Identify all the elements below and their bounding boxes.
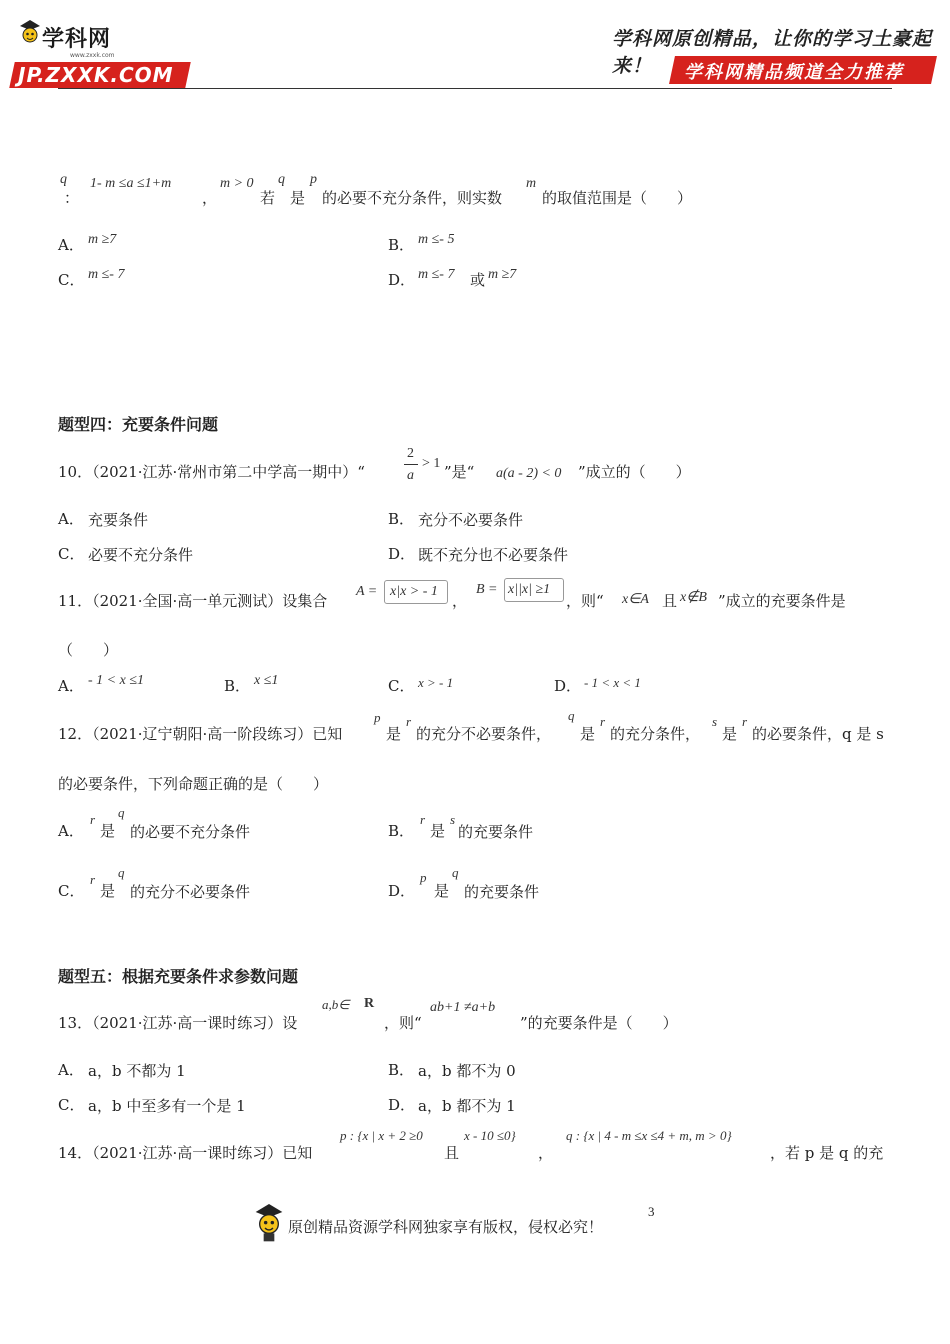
q10-option-a-label: A． xyxy=(58,510,84,528)
q12-line2: 的必要条件，下列命题正确的是（ ） xyxy=(58,775,329,793)
q9-option-c: m ≤- 7 xyxy=(88,267,125,282)
q11-option-c-label: C． xyxy=(388,677,415,695)
q9-option-d1: m ≤- 7 xyxy=(418,267,455,282)
q9-option-d-label: D． xyxy=(388,271,416,289)
q10-option-b-label: B． xyxy=(388,510,415,528)
q11-stem: 11．（2021·全国·高一单元测试）设集合 xyxy=(58,592,328,610)
q9-option-b-label: B． xyxy=(388,236,415,254)
q9-m: m xyxy=(526,176,537,191)
page-number: 3 xyxy=(648,1204,655,1219)
q12-option-d-shi: 是 xyxy=(434,882,450,900)
q12-q: q xyxy=(568,708,575,723)
q10-end: ”成立的（ ） xyxy=(578,463,691,481)
q11-paren: （ ） xyxy=(58,641,119,659)
q10-cond: a(a - 2) < 0 xyxy=(496,466,562,481)
q10-stem: 10．（2021·江苏·常州市第二中学高一期中）“ xyxy=(58,463,365,481)
q9-option-d-or: 或 xyxy=(470,271,486,289)
q12-option-c-q: q xyxy=(118,865,125,880)
q13-t2: ”的充要条件是（ ） xyxy=(520,1014,678,1032)
q13-option-c: a，b 中至多有一个是 1 xyxy=(88,1097,246,1115)
q14-qset: q : {x | 4 - m ≤x ≤4 + m, m > 0} xyxy=(566,1128,732,1143)
q11-option-d: - 1 < x < 1 xyxy=(584,675,641,690)
q10-gt1: > 1 xyxy=(422,456,441,471)
q12-option-d-p: p xyxy=(420,870,427,885)
q9-option-b: m ≤- 5 xyxy=(418,232,455,247)
q11-setA-pre: A = xyxy=(356,584,378,599)
q11-option-c: x > - 1 xyxy=(418,675,454,690)
q13-option-b: a，b 都不为 0 xyxy=(418,1062,516,1080)
q9-q-var: q xyxy=(60,172,67,187)
q9-m-positive: m > 0 xyxy=(220,176,254,191)
q12-option-c-shi: 是 xyxy=(100,882,116,900)
header-rule xyxy=(58,88,892,89)
footer-copyright: 原创精品资源学科网独家享有版权，侵权必究！ xyxy=(288,1218,604,1236)
q11-text2: ”成立的充要条件是 xyxy=(718,592,846,610)
q12-option-d-q: q xyxy=(452,865,459,880)
q10-option-c: 必要不充分条件 xyxy=(88,546,194,564)
q13-option-a-label: A． xyxy=(58,1061,84,1079)
q13-option-b-label: B． xyxy=(388,1061,415,1079)
q12-option-b-label: B． xyxy=(388,822,415,840)
q13-option-a: a，b 不都为 1 xyxy=(88,1062,186,1080)
q12-r2: r xyxy=(600,714,606,729)
q9-option-d2: m ≥7 xyxy=(488,267,517,282)
q12-option-a-q: q xyxy=(118,805,125,820)
q10-frac-bar xyxy=(404,464,418,465)
q10-frac-den: a xyxy=(407,468,414,483)
q11-qie: 且 xyxy=(662,592,678,610)
q11-cond1: x∈A xyxy=(622,592,649,607)
q10-mid: ”是“ xyxy=(444,463,475,481)
q10-option-a: 充要条件 xyxy=(88,511,149,529)
q14-pset2: x - 10 ≤0} xyxy=(464,1128,516,1143)
q9-option-c-label: C． xyxy=(58,271,85,289)
q12-shi3: 是 xyxy=(722,725,738,743)
q10-option-d-label: D． xyxy=(388,545,416,563)
q12-option-a-shi: 是 xyxy=(100,822,116,840)
q11-option-a: - 1 < x ≤1 xyxy=(88,673,145,688)
q13-stem: 13．（2021·江苏·高一课时练习）设 xyxy=(58,1014,298,1032)
q12-option-c-text: 的充分不必要条件 xyxy=(130,883,251,901)
section-title-5: 题型五：根据充要条件求参数问题 xyxy=(58,967,299,986)
footer-mascot-icon xyxy=(254,1204,284,1244)
q13-option-d-label: D． xyxy=(388,1096,416,1114)
q12-r1: r xyxy=(406,714,412,729)
logo xyxy=(12,18,190,88)
q10-option-d: 既不充分也不必要条件 xyxy=(418,546,569,564)
logo-text: 学科网 xyxy=(42,27,112,52)
q12-t1: 的充分不必要条件， xyxy=(416,725,552,743)
q10-frac-num: 2 xyxy=(407,446,414,461)
q14-comma: ， xyxy=(538,1144,554,1162)
q12-option-b-s: s xyxy=(450,812,456,827)
q11-option-a-label: A． xyxy=(58,677,84,695)
q9-condition: 1- m ≤a ≤1+m xyxy=(90,176,172,191)
q12-p: p xyxy=(374,710,381,725)
q12-option-c-r: r xyxy=(90,872,96,887)
q9-p: p xyxy=(310,172,317,187)
q14-qie: 且 xyxy=(444,1144,460,1162)
logo-domain[interactable]: JP.ZXXK.COM xyxy=(18,63,174,87)
q9-q: q xyxy=(278,172,285,187)
q11-setB: x||x| ≥1 xyxy=(508,582,551,597)
mascot-icon xyxy=(20,20,40,50)
q13-option-d: a，b 都不为 1 xyxy=(418,1097,516,1115)
q9-shi: 是 xyxy=(290,189,306,207)
q11-setB-pre: B = xyxy=(476,582,498,597)
q12-option-b-text: 的充要条件 xyxy=(458,823,534,841)
q9-text1: 的必要不充分条件，则实数 xyxy=(322,189,503,207)
q12-option-a-r: r xyxy=(90,812,96,827)
header-slogan: 学科网原创精品，让你的学习土豪起来！ xyxy=(612,28,933,77)
q12-t3: 的必要条件，q 是 s xyxy=(752,725,884,743)
q11-comma: ， xyxy=(452,592,468,610)
q11-option-d-label: D． xyxy=(554,677,582,695)
q12-option-c-label: C． xyxy=(58,882,85,900)
q12-option-a-label: A． xyxy=(58,822,84,840)
q12-t2: 的充分条件， xyxy=(610,725,701,743)
q13-t1: ，则“ xyxy=(384,1014,422,1032)
header-banner-text: 学科网精品频道全力推荐 xyxy=(684,62,904,83)
q12-shi1: 是 xyxy=(386,725,402,743)
q9-ruo: 若 xyxy=(260,189,276,207)
q13-ab: a,b∈ xyxy=(322,997,350,1012)
q13-cond: ab+1 ≠a+b xyxy=(430,1000,496,1015)
q9-option-a: m ≥7 xyxy=(88,232,117,247)
q9-text2: 的取值范围是（ ） xyxy=(542,189,693,207)
q12-option-a-text: 的必要不充分条件 xyxy=(130,823,251,841)
q11-option-b-label: B． xyxy=(224,677,251,695)
q12-option-b-r: r xyxy=(420,812,426,827)
section-title-4: 题型四：充要条件问题 xyxy=(58,415,219,434)
q11-option-b: x ≤1 xyxy=(254,673,279,688)
q11-setA: x|x > - 1 xyxy=(390,584,438,599)
q9-colon: ： xyxy=(64,189,80,207)
logo-url: www.zxxk.com xyxy=(70,52,115,59)
q11-cond2: x∉B xyxy=(680,590,707,605)
q13-option-c-label: C． xyxy=(58,1096,85,1114)
q10-option-c-label: C． xyxy=(58,545,85,563)
q9-comma: ， xyxy=(202,189,218,207)
q14-tail: ，若 p 是 q 的充 xyxy=(770,1144,884,1162)
q12-option-d-label: D． xyxy=(388,882,416,900)
q14-stem: 14．（2021·江苏·高一课时练习）已知 xyxy=(58,1144,313,1162)
q12-shi2: 是 xyxy=(580,725,596,743)
q12-s: s xyxy=(712,714,718,729)
q12-r3: r xyxy=(742,714,748,729)
q12-option-b-shi: 是 xyxy=(430,822,446,840)
q14-pset: p : {x | x + 2 ≥0 xyxy=(340,1128,423,1143)
q12-option-d-text: 的充要条件 xyxy=(464,883,540,901)
q10-option-b: 充分不必要条件 xyxy=(418,511,524,529)
q13-R: R xyxy=(364,996,375,1011)
q12-stem: 12．（2021·辽宁朝阳·高一阶段练习）已知 xyxy=(58,725,343,743)
q11-text1: ，则“ xyxy=(566,592,604,610)
q9-option-a-label: A． xyxy=(58,236,84,254)
